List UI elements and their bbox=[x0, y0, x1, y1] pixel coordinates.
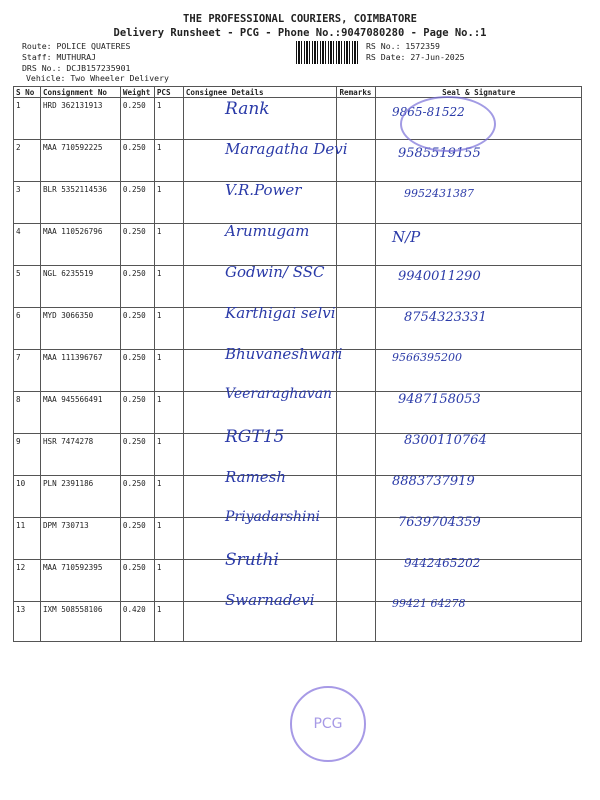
cell-consignment: MYD 3066350 bbox=[40, 308, 120, 350]
cell-pcs: 1 bbox=[154, 602, 183, 642]
cell-remarks bbox=[337, 560, 376, 602]
staff-info: Staff: MUTHURAJ bbox=[22, 52, 96, 62]
rs-date: RS Date: 27-Jun-2025 bbox=[366, 52, 465, 62]
handwritten-signature-phone: 9487158053 bbox=[398, 392, 481, 407]
cell-sno: 10 bbox=[14, 476, 41, 518]
cell-pcs: 1 bbox=[154, 476, 183, 518]
col-consignment: Consignment No bbox=[40, 87, 120, 98]
cell-consignment: MAA 110526796 bbox=[40, 224, 120, 266]
handwritten-consignee-name: RGT15 bbox=[225, 427, 285, 447]
table-row bbox=[14, 98, 582, 140]
cell-sno: 2 bbox=[14, 140, 41, 182]
cell-pcs: 1 bbox=[154, 308, 183, 350]
cell-sno: 8 bbox=[14, 392, 41, 434]
cell-sno: 11 bbox=[14, 518, 41, 560]
cell-weight: 0.250 bbox=[120, 434, 154, 476]
handwritten-consignee-name: Sruthi bbox=[225, 550, 279, 570]
col-pcs: PCS bbox=[154, 87, 183, 98]
runsheet-table bbox=[13, 86, 582, 642]
cell-sno: 6 bbox=[14, 308, 41, 350]
seal-stamp bbox=[400, 96, 496, 152]
cell-sno: 9 bbox=[14, 434, 41, 476]
cell-consignment: BLR 5352114536 bbox=[40, 182, 120, 224]
handwritten-consignee-name: Rank bbox=[225, 99, 270, 119]
cell-pcs: 1 bbox=[154, 224, 183, 266]
handwritten-signature-phone: 8300110764 bbox=[404, 433, 487, 448]
cell-sno: 3 bbox=[14, 182, 41, 224]
cell-weight: 0.250 bbox=[120, 98, 154, 140]
handwritten-signature-phone: 99421 64278 bbox=[392, 597, 466, 610]
cell-consignment: HRD 362131913 bbox=[40, 98, 120, 140]
cell-pcs: 1 bbox=[154, 392, 183, 434]
cell-pcs: 1 bbox=[154, 266, 183, 308]
handwritten-signature-phone: 9865-81522 bbox=[392, 105, 465, 119]
handwritten-consignee-name: Bhuvaneshwari bbox=[225, 345, 343, 363]
barcode bbox=[296, 41, 358, 64]
cell-remarks bbox=[337, 476, 376, 518]
cell-consignment: MAA 111396767 bbox=[40, 350, 120, 392]
rs-number: RS No.: 1572359 bbox=[366, 41, 440, 51]
cell-sno: 13 bbox=[14, 602, 41, 642]
cell-sno: 4 bbox=[14, 224, 41, 266]
cell-weight: 0.250 bbox=[120, 350, 154, 392]
handwritten-signature-phone: 9585519155 bbox=[398, 146, 481, 161]
cell-remarks bbox=[337, 350, 376, 392]
col-seal: Seal & Signature bbox=[376, 87, 582, 98]
cell-consignment: DPM 730713 bbox=[40, 518, 120, 560]
col-consignee: Consignee Details bbox=[183, 87, 337, 98]
handwritten-consignee-name: Arumugam bbox=[225, 222, 310, 240]
cell-pcs: 1 bbox=[154, 518, 183, 560]
handwritten-signature-phone: 9952431387 bbox=[404, 187, 474, 200]
cell-remarks bbox=[337, 266, 376, 308]
cell-weight: 0.250 bbox=[120, 308, 154, 350]
cell-weight: 0.250 bbox=[120, 560, 154, 602]
col-sno: S No bbox=[14, 87, 41, 98]
cell-remarks bbox=[337, 392, 376, 434]
handwritten-consignee-name: Swarnadevi bbox=[225, 591, 315, 609]
route-info: Route: POLICE QUATERES bbox=[22, 41, 131, 51]
cell-weight: 0.250 bbox=[120, 392, 154, 434]
col-remarks: Remarks bbox=[337, 87, 376, 98]
vehicle-info: Vehicle: Two Wheeler Delivery bbox=[26, 73, 169, 83]
pcg-stamp bbox=[290, 686, 366, 762]
cell-weight: 0.420 bbox=[120, 602, 154, 642]
cell-remarks bbox=[337, 602, 376, 642]
company-title: THE PROFESSIONAL COURIERS, COIMBATORE bbox=[183, 13, 417, 25]
cell-remarks bbox=[337, 308, 376, 350]
handwritten-consignee-name: V.R.Power bbox=[225, 181, 302, 199]
cell-consignment: HSR 7474278 bbox=[40, 434, 120, 476]
handwritten-signature-phone: 9566395200 bbox=[392, 351, 462, 364]
handwritten-consignee-name: Ramesh bbox=[225, 468, 287, 486]
cell-sno: 5 bbox=[14, 266, 41, 308]
cell-consignment: IXM 508558106 bbox=[40, 602, 120, 642]
cell-pcs: 1 bbox=[154, 434, 183, 476]
cell-remarks bbox=[337, 182, 376, 224]
cell-consignment: MAA 710592395 bbox=[40, 560, 120, 602]
cell-weight: 0.250 bbox=[120, 266, 154, 308]
cell-weight: 0.250 bbox=[120, 476, 154, 518]
cell-sno: 1 bbox=[14, 98, 41, 140]
cell-weight: 0.250 bbox=[120, 182, 154, 224]
cell-weight: 0.250 bbox=[120, 224, 154, 266]
handwritten-signature-phone: 7639704359 bbox=[398, 515, 481, 530]
cell-sno: 7 bbox=[14, 350, 41, 392]
cell-pcs: 1 bbox=[154, 98, 183, 140]
cell-consignment: PLN 2391186 bbox=[40, 476, 120, 518]
drs-info: DRS No.: DCJB157235901 bbox=[22, 63, 131, 73]
handwritten-consignee-name: Priyadarshini bbox=[225, 509, 321, 525]
cell-weight: 0.250 bbox=[120, 518, 154, 560]
cell-pcs: 1 bbox=[154, 560, 183, 602]
handwritten-signature-phone: 9442465202 bbox=[404, 556, 481, 570]
cell-remarks bbox=[337, 434, 376, 476]
cell-consignment: NGL 6235519 bbox=[40, 266, 120, 308]
pcg-stamp-text: PCG bbox=[313, 716, 343, 732]
handwritten-signature-phone: 8754323331 bbox=[404, 310, 487, 325]
handwritten-signature-phone: N/P bbox=[392, 228, 421, 246]
cell-remarks bbox=[337, 98, 376, 140]
table-header-row bbox=[14, 87, 582, 98]
handwritten-consignee-name: Maragatha Devi bbox=[225, 140, 348, 158]
handwritten-consignee-name: Godwin/ SSC bbox=[225, 263, 325, 281]
table-row bbox=[14, 434, 582, 476]
cell-remarks bbox=[337, 518, 376, 560]
handwritten-consignee-name: Veeraraghavan bbox=[225, 386, 333, 402]
handwritten-signature-phone: 8883737919 bbox=[392, 474, 475, 489]
runsheet-subtitle: Delivery Runsheet - PCG - Phone No.:9047080280 - Page No.:1 bbox=[113, 27, 487, 39]
cell-consignment: MAA 945566491 bbox=[40, 392, 120, 434]
cell-pcs: 1 bbox=[154, 140, 183, 182]
cell-weight: 0.250 bbox=[120, 140, 154, 182]
col-weight: Weight bbox=[120, 87, 154, 98]
cell-pcs: 1 bbox=[154, 182, 183, 224]
handwritten-consignee-name: Karthigai selvi bbox=[225, 304, 336, 322]
cell-pcs: 1 bbox=[154, 350, 183, 392]
handwritten-signature-phone: 9940011290 bbox=[398, 269, 481, 284]
cell-remarks bbox=[337, 224, 376, 266]
cell-sno: 12 bbox=[14, 560, 41, 602]
cell-consignment: MAA 710592225 bbox=[40, 140, 120, 182]
